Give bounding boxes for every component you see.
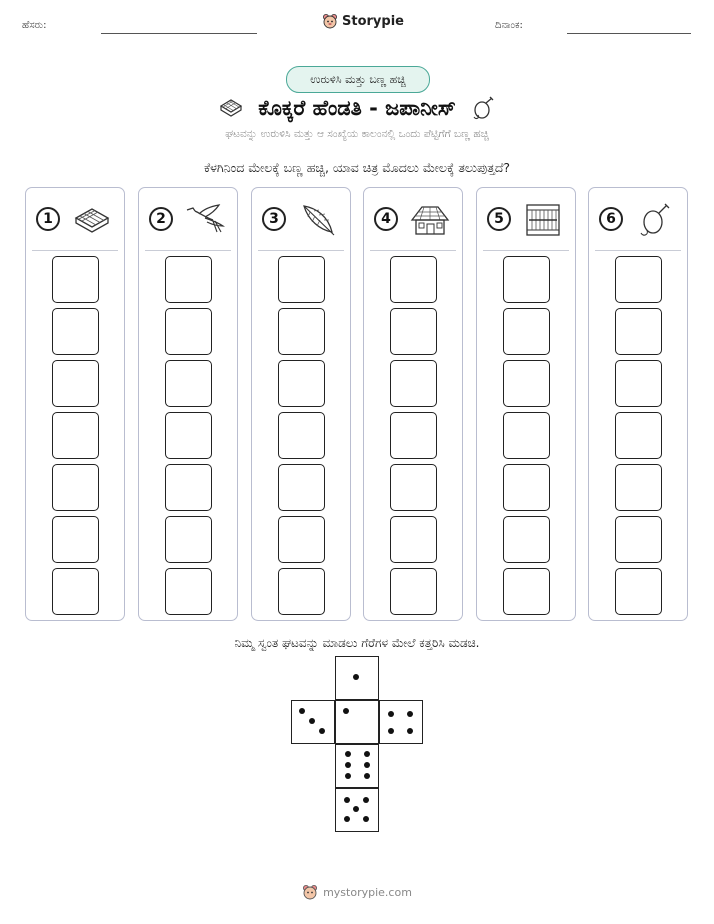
column-divider xyxy=(370,250,456,251)
column-header xyxy=(364,202,462,242)
column-header xyxy=(477,202,575,242)
color-box[interactable] xyxy=(165,516,212,563)
column-number: 5 xyxy=(487,207,511,231)
color-box[interactable] xyxy=(278,516,325,563)
folded-cloth-icon xyxy=(218,96,244,120)
color-box[interactable] xyxy=(52,568,99,615)
thread-coil-icon xyxy=(470,95,496,121)
color-box[interactable] xyxy=(52,360,99,407)
question-text: ಕೆಳಗಿನಿಂದ ಮೇಲಕ್ಕೆ ಬಣ್ಣ ಹಚ್ಚಿ, ಯಾವ ಚಿತ್ರ ಮೊದಲು ಮೇಲಕ್ಕೆ ತಲುಪುತ್ತದೆ? xyxy=(203,160,511,175)
column-divider xyxy=(483,250,569,251)
column-header xyxy=(252,202,350,242)
color-box[interactable] xyxy=(390,360,437,407)
color-box[interactable] xyxy=(278,464,325,511)
color-box[interactable] xyxy=(52,256,99,303)
color-box[interactable] xyxy=(503,308,550,355)
color-box[interactable] xyxy=(390,516,437,563)
color-box[interactable] xyxy=(390,568,437,615)
column-1 xyxy=(25,187,125,621)
title-text: ಕೊಕ್ಕರೆ ಹೆಂಡತಿ - ಜಪಾನೀಸ್ xyxy=(258,95,456,120)
color-box[interactable] xyxy=(165,464,212,511)
die-face-lower xyxy=(335,744,379,788)
column-number: 6 xyxy=(599,207,623,231)
column-divider xyxy=(595,250,681,251)
name-line xyxy=(101,33,257,34)
color-box[interactable] xyxy=(390,308,437,355)
color-box[interactable] xyxy=(390,412,437,459)
color-box[interactable] xyxy=(52,412,99,459)
footer-url[interactable]: mystorypie.com xyxy=(323,885,412,899)
color-box[interactable] xyxy=(278,256,325,303)
color-box[interactable] xyxy=(390,256,437,303)
column-divider xyxy=(258,250,344,251)
column-header xyxy=(139,202,237,242)
color-box[interactable] xyxy=(165,568,212,615)
column-divider xyxy=(145,250,231,251)
die-face-bottom xyxy=(335,788,379,832)
die-face-top xyxy=(335,656,379,700)
feather-icon xyxy=(296,202,340,238)
die-face-center xyxy=(335,700,379,744)
color-box[interactable] xyxy=(615,256,662,303)
column-3 xyxy=(251,187,351,621)
color-box[interactable] xyxy=(615,568,662,615)
column-divider xyxy=(32,250,118,251)
die-face-left xyxy=(291,700,335,744)
color-box[interactable] xyxy=(615,308,662,355)
color-box[interactable] xyxy=(503,568,550,615)
weaving-loom-icon xyxy=(521,202,565,238)
name-label: ಹೆಸರು: xyxy=(22,20,47,31)
folded-cloth-icon xyxy=(70,202,114,238)
brand-name: Storypie xyxy=(342,13,404,29)
brand-logo xyxy=(322,13,404,29)
page-title xyxy=(0,92,714,124)
color-box[interactable] xyxy=(52,308,99,355)
activity-badge: ಉರುಳಿಸಿ ಮತ್ತು ಬಣ್ಣ ಹಚ್ಚಿ xyxy=(286,66,430,93)
die-face-right xyxy=(379,700,423,744)
mascot-icon xyxy=(322,13,338,29)
column-header xyxy=(26,202,124,242)
footer xyxy=(0,884,714,900)
color-box[interactable] xyxy=(165,308,212,355)
subtitle: ಘಟವನ್ನು ಉರುಳಿಸಿ ಮತ್ತು ಆ ಸಂಖ್ಯೆಯ ಕಾಲಂನಲ್ಲಿ ಒಂದು ಪೆಟ್ಟಿಗೆಗೆ ಬಣ್ಣ ಹಚ್ಚಿ xyxy=(225,128,489,140)
color-box[interactable] xyxy=(52,464,99,511)
color-box[interactable] xyxy=(278,568,325,615)
die-instruction: ನಿಮ್ಮ ಸ್ವಂತ ಘಟವನ್ನು ಮಾಡಲು ಗೆರೆಗಳ ಮೇಲೆ ಕತ್ತರಿಸಿ ಮಡಚಿ. xyxy=(234,636,480,650)
column-2 xyxy=(138,187,238,621)
column-number: 2 xyxy=(149,207,173,231)
column-number: 4 xyxy=(374,207,398,231)
color-box[interactable] xyxy=(278,412,325,459)
color-box[interactable] xyxy=(390,464,437,511)
color-box[interactable] xyxy=(503,412,550,459)
thread-coil-icon xyxy=(633,202,677,238)
color-box[interactable] xyxy=(503,464,550,511)
color-box[interactable] xyxy=(615,464,662,511)
date-line xyxy=(567,33,691,34)
column-6 xyxy=(588,187,688,621)
color-box[interactable] xyxy=(278,360,325,407)
column-4 xyxy=(363,187,463,621)
color-box[interactable] xyxy=(278,308,325,355)
color-box[interactable] xyxy=(503,256,550,303)
thatched-house-icon xyxy=(408,202,452,238)
color-box[interactable] xyxy=(615,412,662,459)
column-number: 3 xyxy=(262,207,286,231)
mascot-icon xyxy=(302,884,318,900)
color-box[interactable] xyxy=(165,360,212,407)
column-number: 1 xyxy=(36,207,60,231)
crane-bird-icon xyxy=(183,202,227,238)
color-box[interactable] xyxy=(615,360,662,407)
color-box[interactable] xyxy=(165,412,212,459)
date-label: ದಿನಾಂಕ: xyxy=(495,20,523,31)
color-box[interactable] xyxy=(165,256,212,303)
color-box[interactable] xyxy=(52,516,99,563)
color-box[interactable] xyxy=(503,516,550,563)
color-box[interactable] xyxy=(615,516,662,563)
column-header xyxy=(589,202,687,242)
column-5 xyxy=(476,187,576,621)
color-box[interactable] xyxy=(503,360,550,407)
